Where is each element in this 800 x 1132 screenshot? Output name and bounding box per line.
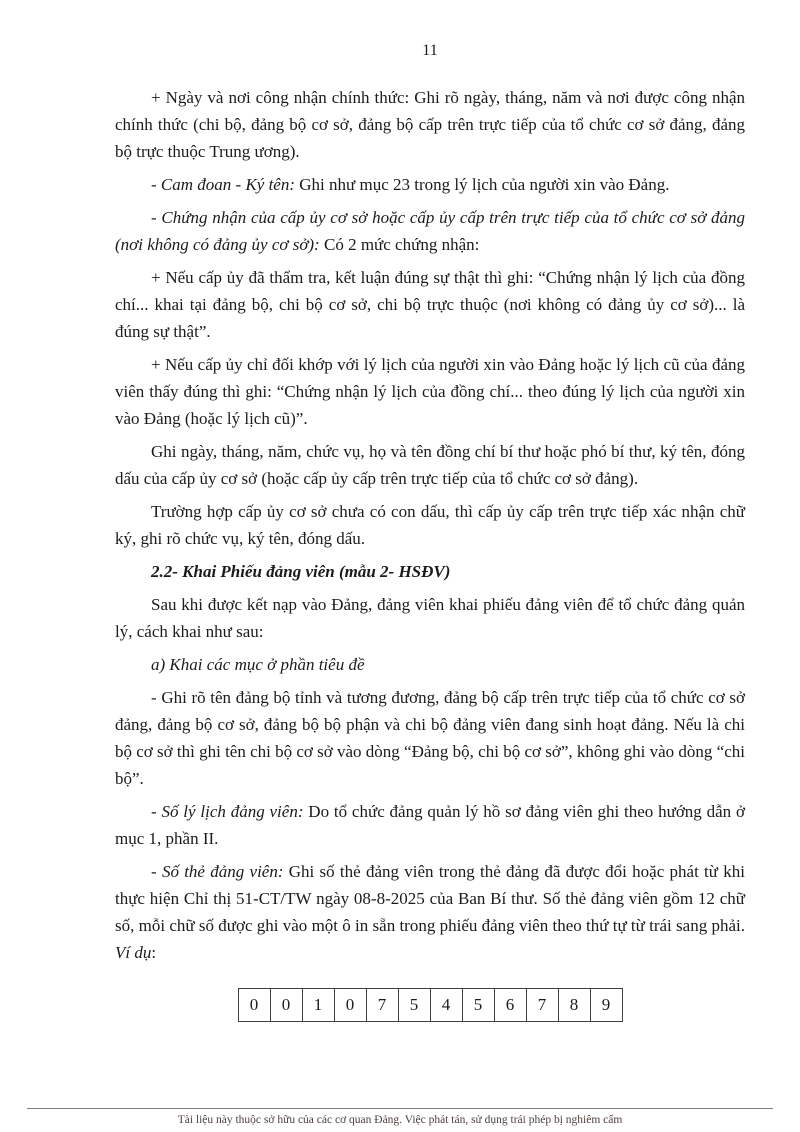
digit-cell: 9 (591, 988, 623, 1022)
paragraph (115, 798, 745, 852)
text-segment: - (151, 208, 162, 227)
party-card-number-table (115, 988, 745, 1022)
paragraph (115, 858, 745, 966)
text-segment: Số lý lịch đảng viên: (161, 802, 304, 821)
paragraph (115, 498, 745, 552)
party-card-number-row (238, 988, 623, 1022)
paragraph-container (115, 84, 745, 966)
section-heading (115, 558, 745, 585)
text-segment: Ví dụ (115, 943, 152, 962)
paragraph (115, 351, 745, 432)
text-segment: - (151, 862, 162, 881)
paragraph (115, 591, 745, 645)
digit-cell: 7 (527, 988, 559, 1022)
paragraph (115, 204, 745, 258)
digit-cell: 0 (335, 988, 367, 1022)
text-segment: - Ghi rõ tên đảng bộ tỉnh và tương đương, đảng bộ cấp trên trực tiếp của tổ chức cơ sở đảng, đảng bộ cơ sở, đảng bộ bộ phận và chi bộ đảng viên đang sinh hoạt đảng. Nếu là chi bộ cơ sở thì ghi tên chi bộ cơ sở vào dòng “Đảng bộ, chi bộ cơ sở”, không ghi vào dòng “chi bộ”. (115, 688, 745, 788)
paragraph (115, 264, 745, 345)
text-segment: - (151, 175, 161, 194)
text-segment: : (151, 943, 157, 962)
document-body (115, 42, 745, 1022)
digit-cell: 5 (463, 988, 495, 1022)
text-segment: Ghi như mục 23 trong lý lịch của người xin vào Đảng. (295, 175, 670, 194)
text-segment: Do tổ chức đảng quản lý hồ sơ đảng viên ghi theo hướng dẫn ở mục 1, phần II. (115, 802, 745, 848)
text-segment: Số thẻ đảng viên: (161, 862, 284, 881)
paragraph (115, 84, 745, 165)
text-segment: Trường hợp cấp ủy cơ sở chưa có con dấu, thì cấp ủy cấp trên trực tiếp xác nhận chữ ký, ghi rõ chức vụ, ký tên, đóng dấu. (115, 502, 745, 548)
digit-cell: 0 (238, 988, 271, 1022)
footer-text: Tài liệu này thuộc sở hữu của các cơ quan Đảng. Việc phát tán, sử dụng trái phép bị nghiêm cấm (177, 1114, 623, 1126)
digit-cell: 4 (431, 988, 463, 1022)
text-segment: Sau khi được kết nạp vào Đảng, đảng viên khai phiếu đảng viên để tổ chức đảng quản lý, cách khai như sau: (115, 595, 745, 641)
text-segment: Ghi số thẻ đảng viên trong thẻ đảng đã được đổi hoặc phát từ khi thực hiện Chỉ thị 51-CT/TW ngày 08-8-2025 của Ban Bí thư. Số thẻ đảng viên gồm 12 chữ số, mỗi chữ số được ghi vào một ô in sẵn trong phiếu đảng viên theo thứ tự từ trái sang phải. (115, 862, 745, 935)
text-segment: - (151, 802, 162, 821)
page-number: 11 (422, 42, 438, 59)
paragraph (115, 438, 745, 492)
digit-cell: 7 (367, 988, 399, 1022)
text-segment: 2.2- Khai Phiếu đảng viên (mẫu 2- HSĐV) (151, 562, 451, 581)
digit-cell: 0 (271, 988, 303, 1022)
paragraph (115, 684, 745, 792)
text-segment: + Nếu cấp ủy chỉ đối khớp với lý lịch của người xin vào Đảng hoặc lý lịch cũ của đảng viên thấy đúng thì ghi: “Chứng nhận lý lịch của đồng chí... theo đúng lý lịch của người xin vào Đảng (hoặc lý lịch cũ)”. (115, 355, 745, 428)
text-segment: + Nếu cấp ủy đã thẩm tra, kết luận đúng sự thật thì ghi: “Chứng nhận lý lịch của đồng chí... khai tại đảng bộ, chi bộ cơ sở, chi bộ trực thuộc (nơi không có đảng ủy cơ sở)... là đúng sự thật”. (115, 268, 745, 341)
text-segment: + Ngày và nơi công nhận chính thức: Ghi rõ ngày, tháng, năm và nơi được công nhận chính thức (chi bộ, đảng bộ cơ sở, đảng bộ cấp trên trực tiếp của tổ chức cơ sở đảng, đảng bộ trực thuộc Trung ương). (115, 88, 745, 161)
digit-cell: 1 (303, 988, 335, 1022)
paragraph (115, 651, 745, 678)
text-segment: Cam đoan - Ký tên: (160, 175, 296, 194)
digit-cell: 8 (559, 988, 591, 1022)
digit-cell: 5 (399, 988, 431, 1022)
digit-cell: 6 (495, 988, 527, 1022)
text-segment: Có 2 mức chứng nhận: (319, 235, 480, 254)
text-segment: Ghi ngày, tháng, năm, chức vụ, họ và tên đồng chí bí thư hoặc phó bí thư, ký tên, đóng dấu của cấp ủy cơ sở (hoặc cấp ủy cấp trên trực tiếp của tổ chức cơ sở đảng). (115, 442, 745, 488)
footer-divider (27, 1108, 773, 1109)
paragraph (115, 171, 745, 198)
text-segment: a) Khai các mục ở phần tiêu đề (151, 655, 365, 674)
text-segment: Chứng nhận của cấp ủy cơ sở hoặc cấp ủy cấp trên trực tiếp của tổ chức cơ sở đảng (nơi không có đảng ủy cơ sở): (115, 208, 745, 254)
